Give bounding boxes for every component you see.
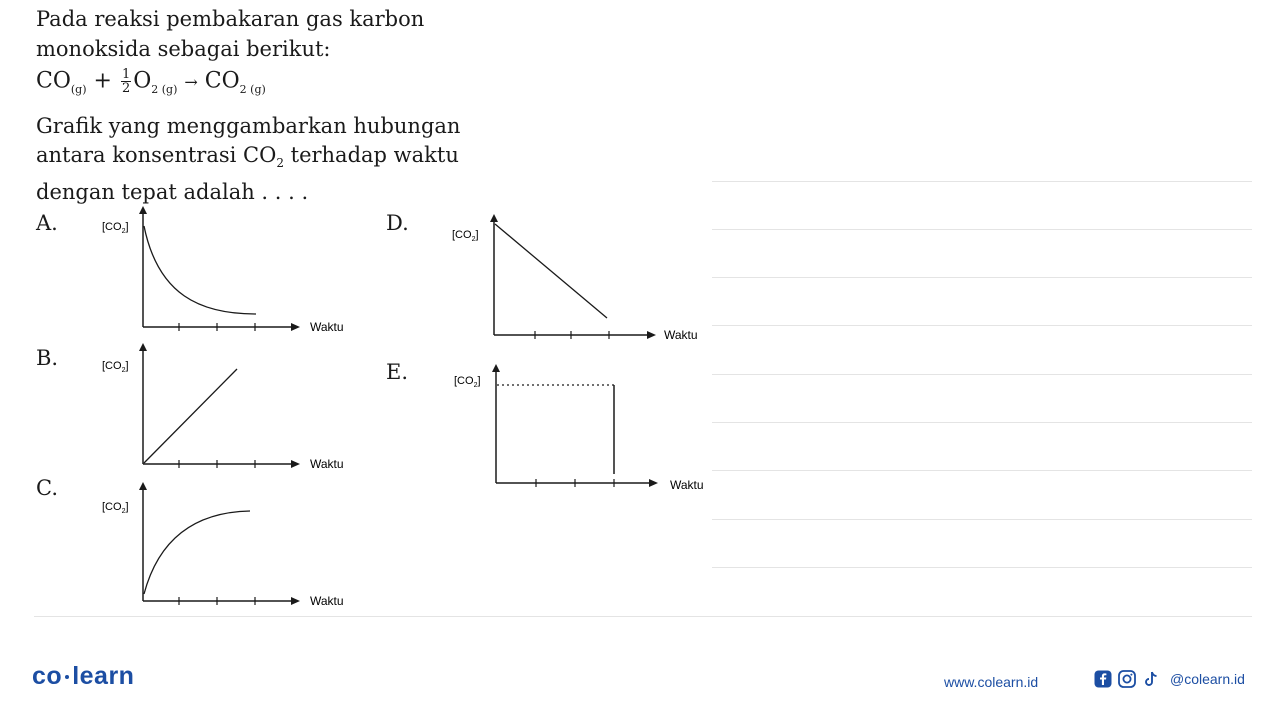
social-links xyxy=(1094,670,1245,688)
graph-c-xlabel: Waktu xyxy=(310,594,344,608)
question-line-2: monoksida sebagai berikut: xyxy=(36,37,331,61)
ruled-line xyxy=(712,325,1252,326)
graph-a-ylabel: $[CO_2]$ xyxy=(102,221,129,235)
graph-c-x-arrow-icon xyxy=(291,597,300,605)
graph-d-line xyxy=(495,224,607,318)
reaction-equation: $CO_{(g)}$ + $\frac{1}{2}$ $O_{2 (g)} \to CO_{2 (g)}$ xyxy=(36,67,266,96)
graph-d-x-arrow-icon xyxy=(647,331,656,339)
question-line-4: antara konsentrasi $CO_2$ terhadap waktu xyxy=(36,143,459,171)
question-intro xyxy=(36,4,516,64)
option-a-label: A. xyxy=(36,211,58,235)
ruled-line xyxy=(712,470,1252,471)
graph-b-xlabel: Waktu xyxy=(310,457,344,471)
graph-e-ylabel: $[CO_2]$ xyxy=(454,375,481,389)
option-e-label: E. xyxy=(386,360,409,384)
graph-b-x-arrow-icon xyxy=(291,460,300,468)
graph-a-xlabel: Waktu xyxy=(310,320,344,334)
question-line-3: Grafik yang menggambarkan hubungan xyxy=(36,114,461,138)
graph-b-ylabel: $[CO_2]$ xyxy=(102,360,129,374)
graph-b-line xyxy=(144,369,237,463)
fraction-half: $\frac{1}{2}$ xyxy=(121,67,131,96)
ruled-line xyxy=(712,277,1252,278)
graph-d xyxy=(440,208,720,348)
graph-c-curve xyxy=(144,511,250,594)
graph-d-ylabel: $[CO_2]$ xyxy=(452,229,479,243)
graph-b-y-arrow-icon xyxy=(139,343,147,351)
colearn-logo: co learn xyxy=(32,662,135,690)
graph-c xyxy=(90,474,360,614)
question-prompt xyxy=(36,112,516,207)
graph-a-curve xyxy=(144,226,256,314)
option-b-label: B. xyxy=(36,346,59,370)
question-line-5: dengan tepat adalah . . . . xyxy=(36,180,309,205)
option-d-label: D. xyxy=(386,211,409,235)
ruled-line xyxy=(712,181,1252,182)
footer-divider xyxy=(34,616,1252,617)
graph-a xyxy=(90,200,360,340)
graph-d-y-arrow-icon xyxy=(490,214,498,222)
graph-a-y-arrow-icon xyxy=(139,206,147,214)
graph-e-xlabel: Waktu xyxy=(670,478,704,492)
social-handle[interactable]: @colearn.id xyxy=(1170,671,1245,687)
website-link[interactable]: www.colearn.id xyxy=(944,674,1039,690)
tiktok-icon[interactable] xyxy=(1142,670,1160,688)
graph-a-x-arrow-icon xyxy=(291,323,300,331)
ruled-line xyxy=(712,229,1252,230)
ruled-line xyxy=(712,567,1252,568)
graph-e-x-arrow-icon xyxy=(649,479,658,487)
graph-e-y-arrow-icon xyxy=(492,364,500,372)
graph-e xyxy=(442,356,722,496)
instagram-icon[interactable] xyxy=(1118,670,1136,688)
arrow-icon: → xyxy=(184,72,198,92)
question-line-1: Pada reaksi pembakaran gas karbon xyxy=(36,7,425,31)
graph-b xyxy=(90,337,360,477)
ruled-line xyxy=(712,374,1252,375)
option-c-label: C. xyxy=(36,476,58,500)
graph-d-xlabel: Waktu xyxy=(664,328,698,342)
ruled-line xyxy=(712,519,1252,520)
facebook-icon[interactable] xyxy=(1094,670,1112,688)
graph-c-ylabel: $[CO_2]$ xyxy=(102,501,129,515)
ruled-line xyxy=(712,422,1252,423)
graph-c-y-arrow-icon xyxy=(139,482,147,490)
